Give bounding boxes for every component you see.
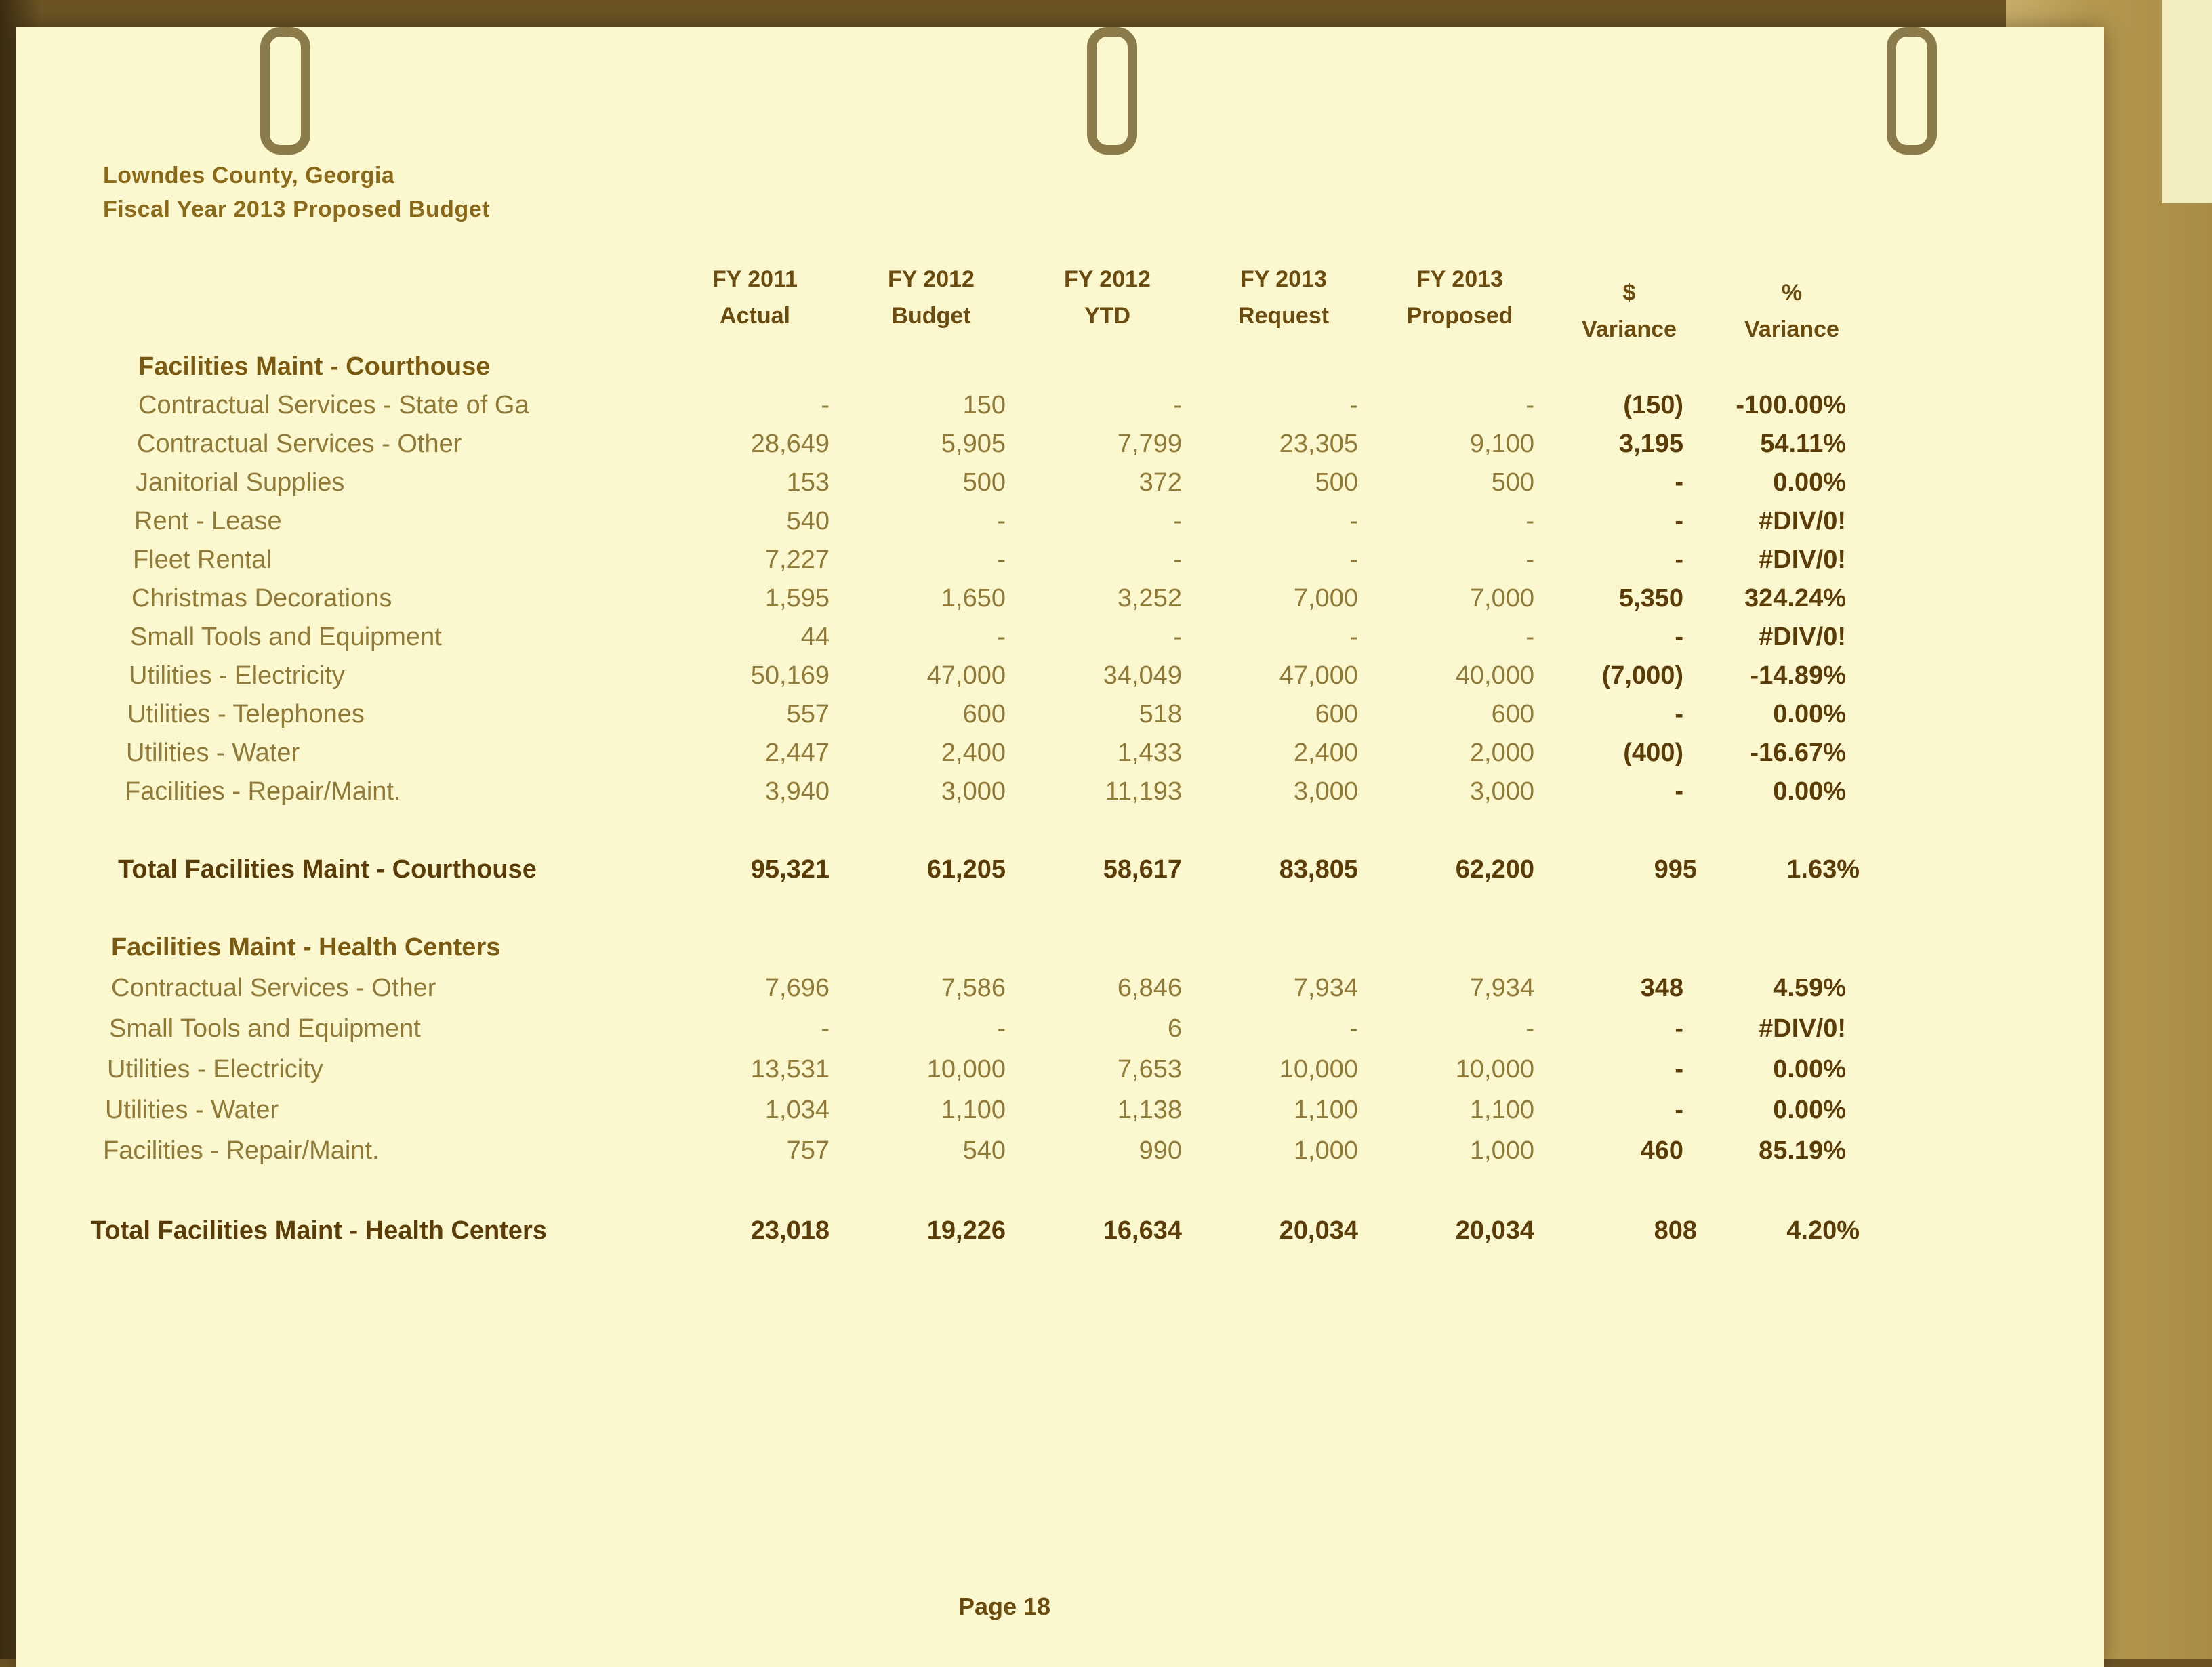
cell-value: 28,649 [750, 430, 830, 458]
cell-value: 7,227 [764, 546, 830, 574]
column-header-line1: FY 2012 [1064, 266, 1151, 292]
cell-value: -14.89% [1750, 661, 1846, 690]
row-label: Total Facilities Maint - Health Centers [91, 1216, 547, 1245]
row-label: Utilities - Telephones [127, 700, 365, 728]
cell-value: 16,634 [1103, 1216, 1182, 1245]
cell-value: - [1349, 507, 1358, 535]
cell-value: 518 [1139, 700, 1182, 728]
cell-value: 0.00% [1773, 777, 1846, 806]
cell-value: 2,400 [941, 739, 1006, 767]
row-label: Utilities - Electricity [107, 1055, 323, 1084]
cell-value: (400) [1623, 739, 1683, 767]
cell-value: 54.11% [1760, 430, 1846, 458]
cell-value: #DIV/0! [1759, 507, 1846, 535]
column-header-line1: FY 2013 [1240, 266, 1327, 292]
binder-ring-icon [1087, 27, 1137, 155]
table-row [16, 391, 2104, 429]
row-label: Contractual Services - State of Ga [138, 391, 529, 419]
row-label: Fleet Rental [133, 546, 272, 574]
cell-value: #DIV/0! [1759, 623, 1846, 651]
cell-value: 3,195 [1618, 430, 1683, 458]
cell-value: - [1675, 507, 1683, 535]
cell-value: - [1173, 623, 1182, 651]
cell-value: - [1525, 623, 1534, 651]
column-header-line1: FY 2011 [712, 266, 798, 292]
cell-value: 7,696 [764, 974, 830, 1002]
column-header-line1: $ [1622, 280, 1636, 306]
section-heading [16, 933, 2104, 971]
column-header-line2: Proposed [1406, 303, 1513, 329]
cell-value: 1,433 [1117, 739, 1182, 767]
row-label: Small Tools and Equipment [109, 1014, 421, 1043]
cell-value: 7,586 [941, 974, 1006, 1002]
cell-value: 7,934 [1469, 974, 1534, 1002]
cell-value: 2,000 [1469, 739, 1534, 767]
cell-value: 153 [786, 468, 830, 497]
column-header [1555, 274, 1704, 348]
cell-value: - [1349, 623, 1358, 651]
table-row [16, 430, 2104, 468]
cell-value: - [1349, 391, 1358, 419]
cell-value: 1.63% [1786, 855, 1860, 884]
cell-value: 34,049 [1103, 661, 1182, 690]
cell-value: 7,000 [1293, 584, 1358, 613]
cell-value: 372 [1139, 468, 1182, 497]
cell-value: 540 [962, 1136, 1006, 1165]
cell-value: 47,000 [1279, 661, 1358, 690]
table-row [16, 507, 2104, 545]
table-row [16, 468, 2104, 506]
cell-value: 20,034 [1279, 1216, 1358, 1245]
cell-value: 3,000 [941, 777, 1006, 806]
column-header [1033, 261, 1182, 334]
row-label: Facilities - Repair/Maint. [125, 777, 401, 806]
budget-page [16, 27, 2104, 1667]
cell-value: 13,531 [750, 1055, 830, 1084]
cell-value: 600 [1491, 700, 1534, 728]
column-header-line2: Variance [1582, 316, 1677, 342]
cell-value: 1,650 [941, 584, 1006, 613]
cell-value: 0.00% [1773, 1055, 1846, 1084]
cell-value: 500 [962, 468, 1006, 497]
cell-value: 83,805 [1279, 855, 1358, 884]
column-header-line1: FY 2012 [888, 266, 975, 292]
cell-value: - [1675, 777, 1683, 806]
cell-value: 348 [1640, 974, 1683, 1002]
cell-value: 7,799 [1117, 430, 1182, 458]
cell-value: -100.00% [1736, 391, 1846, 419]
cell-value: 44 [800, 623, 830, 651]
table-row [16, 974, 2104, 1012]
cell-value: 600 [1315, 700, 1358, 728]
cell-value: - [1525, 507, 1534, 535]
row-label: Utilities - Electricity [129, 661, 345, 690]
document-title: Fiscal Year 2013 Proposed Budget [103, 197, 490, 222]
cell-value: 3,940 [764, 777, 830, 806]
row-label: Utilities - Water [105, 1096, 279, 1124]
section-heading [16, 352, 2104, 390]
column-header [680, 261, 830, 334]
row-label: Janitorial Supplies [136, 468, 345, 497]
table-row [16, 546, 2104, 583]
cell-value: 4.59% [1773, 974, 1846, 1002]
cell-value: - [1173, 391, 1182, 419]
cell-value: 1,000 [1293, 1136, 1358, 1165]
cell-value: 85.19% [1759, 1136, 1846, 1165]
cell-value: 324.24% [1744, 584, 1846, 613]
cell-value: - [1349, 546, 1358, 574]
row-label: Rent - Lease [134, 507, 282, 535]
cell-value: (150) [1623, 391, 1683, 419]
cell-value: - [997, 623, 1006, 651]
column-header-line2: YTD [1084, 303, 1130, 329]
cell-value: 540 [786, 507, 830, 535]
cell-value: 10,000 [1455, 1055, 1534, 1084]
cell-value: - [1675, 1055, 1683, 1084]
cell-value: - [821, 1014, 830, 1043]
cell-value: 7,000 [1469, 584, 1534, 613]
cell-value: 10,000 [926, 1055, 1006, 1084]
cell-value: 1,100 [1293, 1096, 1358, 1124]
cell-value: - [1675, 546, 1683, 574]
cell-value: 40,000 [1455, 661, 1534, 690]
row-label: Small Tools and Equipment [130, 623, 442, 651]
table-row [16, 739, 2104, 777]
cell-value: - [1675, 1014, 1683, 1043]
table-row [16, 700, 2104, 738]
cell-value: 0.00% [1773, 468, 1846, 497]
row-label: Total Facilities Maint - Courthouse [118, 855, 537, 884]
cell-value: 9,100 [1469, 430, 1534, 458]
column-header-line2: Request [1237, 303, 1330, 329]
cell-value: 47,000 [926, 661, 1006, 690]
cell-value: 7,653 [1117, 1055, 1182, 1084]
cell-value: 62,200 [1455, 855, 1534, 884]
cell-value: 1,000 [1469, 1136, 1534, 1165]
row-label: Utilities - Water [126, 739, 300, 767]
cell-value: - [997, 546, 1006, 574]
cell-value: 23,018 [750, 1216, 830, 1245]
cell-value: 6 [1167, 1014, 1182, 1043]
row-label: Facilities - Repair/Maint. [103, 1136, 380, 1165]
table-row [16, 623, 2104, 661]
cell-value: 23,305 [1279, 430, 1358, 458]
row-label: Facilities Maint - Health Centers [111, 933, 501, 962]
binder-ring-icon [260, 27, 310, 155]
cell-value: 61,205 [926, 855, 1006, 884]
row-label: Contractual Services - Other [111, 974, 436, 1002]
cell-value: 2,447 [764, 739, 830, 767]
cell-value: 500 [1491, 468, 1534, 497]
column-header [1717, 274, 1866, 348]
cell-value: 2,400 [1293, 739, 1358, 767]
column-header-line1: FY 2013 [1416, 266, 1503, 292]
cell-value: 20,034 [1455, 1216, 1534, 1245]
cell-value: - [997, 507, 1006, 535]
cell-value: - [821, 391, 830, 419]
cell-value: 19,226 [926, 1216, 1006, 1245]
cell-value: 1,034 [764, 1096, 830, 1124]
cell-value: 600 [962, 700, 1006, 728]
column-header-line2: Variance [1744, 316, 1839, 342]
cell-value: 995 [1654, 855, 1697, 884]
column-header [857, 261, 1006, 334]
table-row [16, 1096, 2104, 1134]
cell-value: - [1173, 507, 1182, 535]
cell-value: 0.00% [1773, 700, 1846, 728]
cell-value: 990 [1139, 1136, 1182, 1165]
cell-value: - [1173, 546, 1182, 574]
cell-value: 1,595 [764, 584, 830, 613]
cell-value: (7,000) [1601, 661, 1683, 690]
cell-value: 0.00% [1773, 1096, 1846, 1124]
table-row [16, 661, 2104, 699]
column-header-line2: Budget [891, 303, 971, 329]
column-header-line2: Actual [720, 303, 790, 329]
cell-value: 150 [962, 391, 1006, 419]
table-row [16, 584, 2104, 622]
cell-value: - [1675, 468, 1683, 497]
total-row [16, 855, 2104, 893]
column-header [1209, 261, 1358, 334]
cell-value: #DIV/0! [1759, 546, 1846, 574]
cell-value: 757 [786, 1136, 830, 1165]
table-row [16, 1136, 2104, 1174]
cell-value: 500 [1315, 468, 1358, 497]
cell-value: - [997, 1014, 1006, 1043]
cell-value: - [1525, 1014, 1534, 1043]
binder-ring-icon [1887, 27, 1937, 155]
cell-value: - [1675, 623, 1683, 651]
table-row [16, 1055, 2104, 1093]
cell-value: 3,252 [1117, 584, 1182, 613]
cell-value: 7,934 [1293, 974, 1358, 1002]
cell-value: 3,000 [1293, 777, 1358, 806]
row-label: Christmas Decorations [131, 584, 392, 613]
cell-value: - [1525, 546, 1534, 574]
column-header-line1: % [1781, 280, 1803, 306]
cell-value: -16.67% [1750, 739, 1846, 767]
cell-value: - [1675, 1096, 1683, 1124]
org-name: Lowndes County, Georgia [103, 163, 395, 188]
cell-value: 6,846 [1117, 974, 1182, 1002]
cell-value: 5,905 [941, 430, 1006, 458]
cell-value: 1,138 [1117, 1096, 1182, 1124]
total-row [16, 1216, 2104, 1254]
cell-value: 1,100 [941, 1096, 1006, 1124]
cell-value: 460 [1640, 1136, 1683, 1165]
column-header [1385, 261, 1534, 334]
adjacent-sheet [2162, 0, 2212, 203]
row-label: Contractual Services - Other [137, 430, 462, 458]
cell-value: 4.20% [1786, 1216, 1860, 1245]
table-row [16, 1014, 2104, 1052]
cell-value: 10,000 [1279, 1055, 1358, 1084]
cell-value: 808 [1654, 1216, 1697, 1245]
cell-value: 50,169 [750, 661, 830, 690]
cell-value: - [1525, 391, 1534, 419]
table-row [16, 777, 2104, 815]
cell-value: 557 [786, 700, 830, 728]
page-number: Page 18 [958, 1592, 1051, 1620]
cell-value: 1,100 [1469, 1096, 1534, 1124]
cell-value: 3,000 [1469, 777, 1534, 806]
cell-value: 58,617 [1103, 855, 1182, 884]
cell-value: - [1675, 700, 1683, 728]
cell-value: 95,321 [750, 855, 830, 884]
cell-value: 11,193 [1105, 777, 1182, 806]
cell-value: 5,350 [1618, 584, 1683, 613]
cell-value: - [1349, 1014, 1358, 1043]
row-label: Facilities Maint - Courthouse [138, 352, 491, 381]
cell-value: #DIV/0! [1759, 1014, 1846, 1043]
